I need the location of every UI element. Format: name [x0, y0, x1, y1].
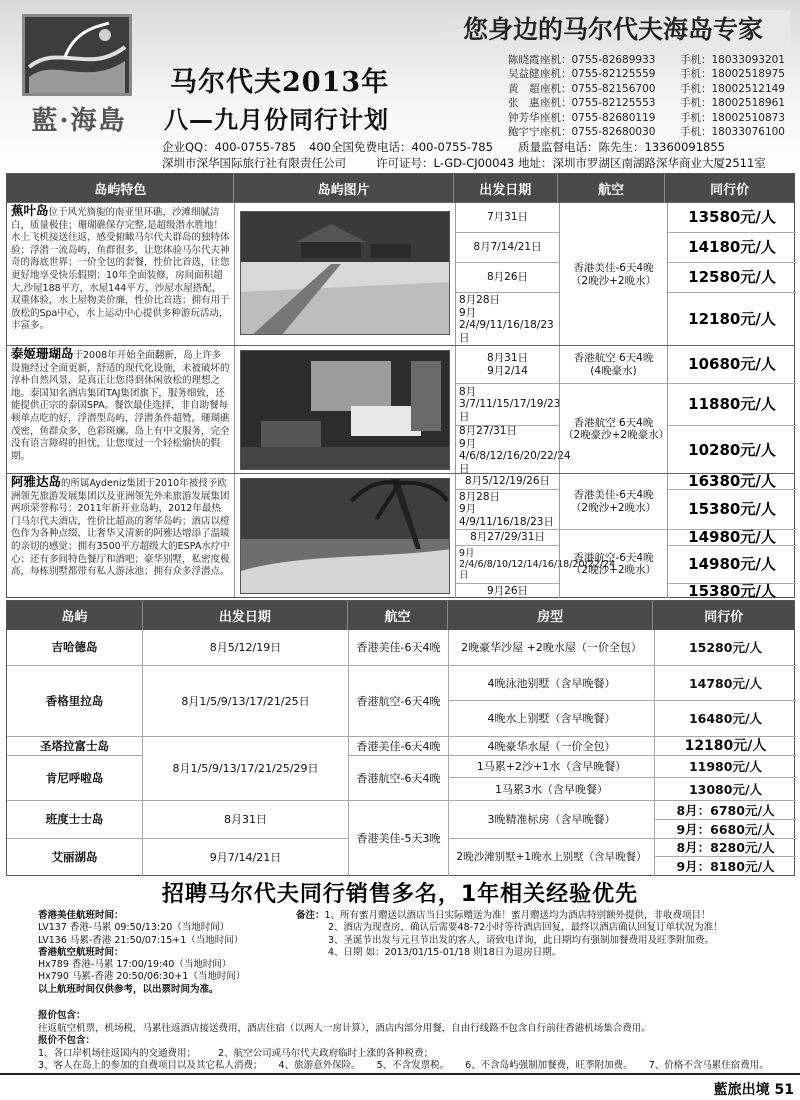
contact-row: 鲍宇宁 座机：0755-82680030 手机：18033076100 [508, 126, 785, 139]
price-cell: 16380元/人 [668, 474, 796, 490]
room-cell: 4晚豪华水屋（一价全包） [449, 737, 655, 756]
contact-row: 黄 超 座机：0755-82156700 手机：18002512149 [508, 82, 785, 95]
price-cell: 8月：6780元/人 [655, 801, 796, 820]
airline-cell: 香港航空 6天4晚 （2晚豪沙+2晚豪水） [563, 416, 670, 441]
col-header: 同行价 [704, 610, 744, 625]
price-cell: 15380元/人 [668, 490, 796, 530]
col-header: 房型 [448, 601, 653, 630]
col-header: 岛屿 [7, 601, 143, 630]
contact-row: 张 惠 座机：0755-82125553 手机：18002518961 [508, 97, 785, 110]
flight-footnote: 以上航班时间仅供参考，以出票时间为准。 [38, 983, 219, 995]
date-cell: 8月26日 [456, 263, 559, 293]
remark-line: 备注：1、所有蜜月赠送以酒店当日实际赠送为准！蜜月赠送均为酒店特别额外提供，非收费项目！ [296, 910, 711, 921]
price-cell: 12580元/人 [668, 263, 796, 293]
flight-line: LV137 香港-马累 09:50/13:20（当地时间） [38, 922, 230, 934]
date-cell: 7月31日 [456, 203, 559, 233]
date-cell: 8月1/5/9/13/17/21/25日 [143, 666, 349, 737]
airline-cell: 香港美佳-5天3晚 [349, 801, 449, 876]
col-header: 岛屿图片 [234, 174, 453, 202]
room-cell: 1马累+2沙+1水（含早晚餐） [449, 756, 655, 778]
island-block-ayada [7, 472, 794, 600]
room-cell: 3晚精准标房（含早晚餐） [449, 801, 655, 839]
airline-cell: 香港航空 6天4晚 (4晚豪水) [560, 346, 667, 384]
island-photo [240, 211, 450, 335]
price-cell: 12180元/人 [688, 310, 776, 329]
flight-line: Hx790 马累-香港 20:50/06:30+1（当地时间） [38, 971, 246, 983]
logo-text: 藍·海島 [31, 106, 127, 136]
excluded-title: 报价不包含： [38, 1035, 96, 1047]
date-cell: 9月2/4/6/8/10/12/14/16/18/20/22/24日 [456, 546, 559, 584]
price-cell: 15380元/人 [688, 581, 776, 600]
airline-column [559, 474, 667, 598]
date-cell: 8月28日 9月2/4/9/11/16/18/23日 [456, 293, 559, 346]
logo-emblem-icon [22, 14, 132, 96]
island-cell: 圣塔拉富士岛 [7, 737, 143, 756]
airline-cell: 香港美佳-6天4晚 （2晚沙+2晚水） [560, 474, 667, 530]
excluded-line: 3、客人在岛上的参加的自费项目以及其它私人消费； 4、旅游意外保险。 5、不含发票税。 6、不含岛屿强制加餐费，旺季附加费。 7、价格不含马累住宿费用。 [38, 1060, 769, 1072]
col-header: 岛屿特色 [7, 174, 234, 202]
header [0, 0, 800, 172]
date-cell: 8月28日 9月4/9/11/16/18/23日 [456, 490, 559, 530]
col-header: 出发日期 [454, 174, 558, 202]
page-number: 藍旅出境 51 [713, 1082, 794, 1098]
page-title: 马尔代夫2013年 [170, 67, 390, 98]
room-cell: 1马累3水（含早晚餐） [449, 778, 655, 801]
price-cell: 9月：6680元/人 [655, 820, 796, 839]
table-header [7, 174, 794, 202]
remarks [296, 910, 796, 959]
island-description: 泰姬珊瑚岛于2008年开始全面翻新，岛上许多设施经过全面更新，舒适的现代化设施，未被破坏的淳朴自然风景，是真正让您得到休闲放松的理想之地。泰国知名酒店集团TAJ集团旗下，服务细致，还能提供正宗的泰国SPA。餐饮最佳选择，非自助餐每顿单点吃的好，浮潜型岛屿，浮潜条件超赞，珊瑚礁茂密，鱼群众多，色彩斑斓。岛上有中文服务，完全没有语言障碍的担忧，让您度过一个轻松愉快的假期。 [7, 346, 235, 473]
contact-row: 钟芳华 座机：0755-82680119 手机：18002510873 [508, 111, 785, 124]
excluded-line: 1、各口岸机场往返国内的交通费用； 2、航空公司或马尔代夫政府临时上涨的各种税费； [38, 1047, 434, 1059]
col-header: 出发日期 [143, 601, 348, 630]
price-cell: 11980元/人 [655, 756, 796, 778]
remark-line: 3、圣诞节出发与元旦节出发的客人，请致电详询，此日期均有强制加餐费用及旺季附加费。 [328, 934, 715, 946]
included-title: 报价包含： [38, 1010, 86, 1021]
room-cell: 4晚泳池别墅（含早晚餐） [449, 666, 655, 701]
date-cell: 9月7/14/21日 [143, 839, 349, 876]
hotline-text: 400全国免费电话：400-0755-785 [309, 140, 493, 154]
date-cell: 9月26日 [486, 584, 529, 597]
price-column [667, 203, 796, 346]
included-text: 往返航空机票，机场税，马累往返酒店接送费用，酒店住宿（以两人一房计算），酒店内部分用餐，自由行线路不包含自行前往香港机场集合费用。 [38, 1022, 651, 1034]
remark-line: 4、日期 如：2013/01/15-01/18 则18日为退房日期。 [328, 946, 562, 958]
price-column [667, 346, 796, 474]
price-cell: 11880元/人 [668, 384, 796, 426]
col-header: 同行价 [710, 182, 750, 198]
col-header: 航空 [348, 601, 448, 630]
island-photo [240, 478, 450, 594]
address-text: 地址：深圳市罗湖区南湖路深华商业大厦2511室 [518, 156, 766, 170]
airline-cell: 香港美佳-6天4晚 [349, 737, 449, 756]
price-cell: 13580元/人 [668, 203, 796, 233]
remark-line: 2、酒店为现查房，确认后需要48-72小时等待酒店回复，最终以酒店确认回复订单状况为准！ [328, 922, 723, 934]
date-column [455, 346, 571, 475]
flight-line: Hx789 香港-马累 17:00/19:40（当地时间） [38, 959, 232, 971]
contact-row: 陈晓霞 座机：0755-82689933 手机：18033093201 [508, 54, 785, 66]
flight-line: LV136 马累-香港 21:50/07:15+1（当地时间） [38, 934, 244, 946]
qq-text: 企业QQ：400-0755-785 [162, 140, 297, 154]
date-cell: 8月3/7/11/15/17/19/23日 [456, 384, 559, 426]
date-cell: 8月1/5/9/13/17/21/25/29日 [143, 737, 349, 801]
price-cell: 10680元/人 [668, 346, 796, 384]
island-cell: 吉哈德岛 [7, 630, 143, 666]
island-description: 蕉叶岛位于风光旖旎的南亚里环礁，沙滩细腻洁白，质量极佳；珊瑚礁保存完整,是超级潜水胜地！水上飞机接送往返，感受俯瞰马尔代夫群岛的独特体验；浮潜一流岛屿，鱼群很多，让您体验马尔代夫神奇的海底世界；一价全包的套餐，性价比首选，让您更好地享受快乐假期；10年全面装修，房间面积超大,沙屋188平方，水屋144平方，沙屋水屋搭配，双重体验，水上屋物美价廉，性价比首选；拥有用于放松的Spa中心，水上运动中心提供多种游玩活动，丰富多。 [7, 203, 235, 345]
contact-row: 吴益健 座机：0755-82125559 手机：18002518975 [508, 68, 785, 81]
flight-heading: 香港美佳航班时间： [38, 910, 124, 921]
date-cell: 8月5/12/19/26日 [456, 474, 559, 490]
airline-cell: 香港美佳-6天4晚 [349, 630, 449, 666]
quality-phone-text: 质量监督电话：陈先生：13360091855 [518, 140, 725, 154]
price-cell: 14180元/人 [668, 233, 796, 263]
island-block-taj [7, 345, 794, 473]
island-description: 阿雅达岛的所属Aydeniz集团于2010年被授予欧洲领先旅游发展集团以及亚洲领先外来旅游发展集团两项荣誉称号；2011年新开业岛屿，2012年最热门马尔代夫酒店，性价比超高的奢华岛屿；酒店以橙色作为各种点缀，让奢华又清新的阿雅达增添了温暖的亲切的感觉；拥有3500平方超级大的ESPA水疗中心；还有多间特色餐厅和酒吧；豪华别墅，私密度极高，每栋别墅都带有私人游泳池；拥有众多浮潜点。 [7, 474, 235, 597]
airline-cell: 香港美佳-6天4晚 （2晚沙+2晚水） [570, 262, 657, 287]
company-name: 深圳市深华国际旅行社有限责任公司 [162, 156, 346, 170]
page-subtitle: 八—九月份同行计划 [164, 106, 389, 134]
airline-column [559, 203, 667, 346]
date-cell: 8月7/14/21日 [456, 233, 559, 263]
col-header: 航空 [558, 174, 666, 202]
room-cell: 4晚水上别墅（含早晚餐） [449, 701, 655, 737]
flight-info [38, 910, 245, 996]
date-column [455, 203, 559, 346]
recruit-banner: 招聘马尔代夫同行销售多名，1年相关经验优先 [161, 882, 639, 907]
flight-heading: 香港航空航班时间： [38, 946, 124, 958]
airline-cell: 香港航空-6天4晚 （2晚沙+2晚水） [570, 551, 657, 576]
airline-column [559, 346, 670, 474]
room-cell: 2晚沙滩别墅+1晚水上别墅（含早晚餐） [449, 839, 655, 876]
slogan: 您身边的马尔代夫海岛专家 [436, 10, 790, 50]
license-text: 许可证号：L-GD-CJ00043 [376, 156, 515, 170]
price-cell: 12180元/人 [655, 737, 796, 756]
date-cell: 8月31日 [143, 801, 349, 839]
airline-cell: 香港航空-6天4晚 [349, 666, 449, 737]
price-notes [38, 1010, 788, 1073]
island-cell: 香格里拉岛 [7, 666, 143, 737]
airline-cell: 香港航空-6天4晚 [349, 756, 449, 801]
footer [0, 1073, 800, 1100]
price-cell: 8月：8280元/人 [655, 839, 796, 857]
room-cell: 2晚豪华沙屋 +2晚水屋（一价全包） [449, 630, 655, 666]
price-cell: 13080元/人 [655, 778, 796, 801]
contact-list [508, 53, 785, 139]
price-cell: 14780元/人 [655, 666, 796, 701]
date-cell: 8月27/31日 9月4/6/8/12/16/20/22/24日 [459, 425, 571, 475]
island-cell: 班度士士岛 [7, 801, 143, 839]
date-cell: 8月27/29/31日 [456, 530, 559, 546]
price-cell: 14980元/人 [668, 530, 796, 546]
price-cell: 9月：8180元/人 [676, 859, 775, 874]
island-cell: 肯尼呼啦岛 [7, 756, 143, 801]
island-photo [240, 350, 450, 470]
island-block-bananaleaf [7, 202, 794, 345]
price-cell: 14980元/人 [668, 546, 796, 584]
price-cell: 15280元/人 [655, 630, 796, 666]
price-column [667, 474, 796, 598]
table-header [7, 601, 794, 630]
island-price-table [6, 600, 795, 876]
island-feature-table [6, 173, 795, 598]
island-cell: 艾丽湖岛 [7, 839, 143, 876]
price-cell: 10280元/人 [688, 440, 776, 459]
date-cell: 8月31日 9月2/14 [456, 346, 559, 384]
price-cell: 16480元/人 [655, 701, 796, 737]
date-cell: 8月5/12/19日 [143, 630, 349, 666]
logo [16, 8, 142, 136]
